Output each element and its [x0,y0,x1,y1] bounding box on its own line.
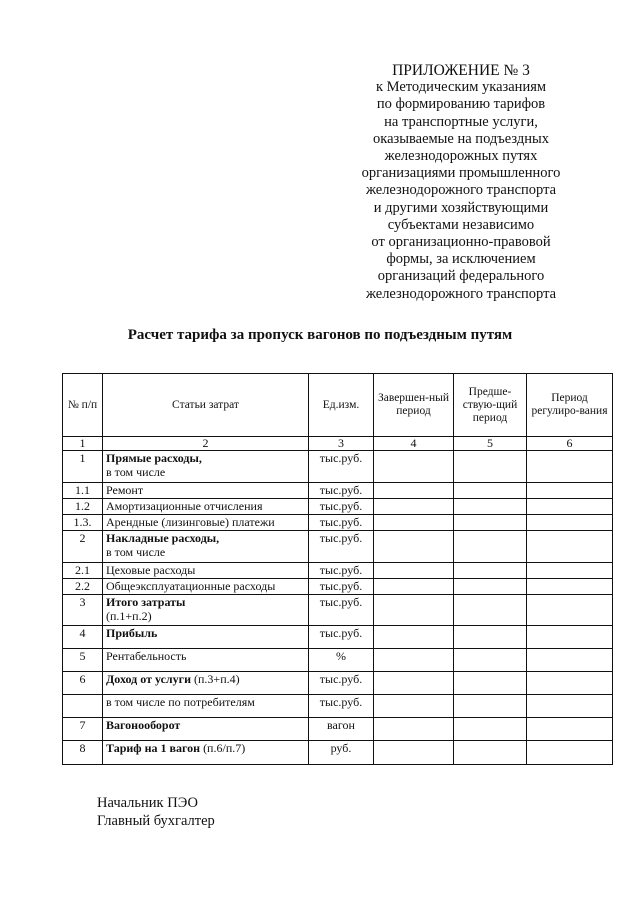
value-previous [454,741,527,765]
value-completed [374,579,454,595]
value-previous [454,672,527,695]
row-unit: тыс.руб. [309,451,374,483]
row-num: 7 [63,718,103,741]
document-title: Расчет тарифа за пропуск вагонов по подъездным путям [127,327,513,343]
row-unit: тыс.руб. [309,595,374,626]
row-name-text: Вагонооборот [106,718,181,732]
row-unit: % [309,649,374,672]
row-name [103,672,309,695]
appendix-line: железнодорожных путях [384,148,538,165]
table-row [63,672,613,695]
table-row [63,483,613,499]
appendix-line: формы, за исключением [386,251,536,268]
row-name-sub: (п.1+п.2) [106,609,152,623]
value-regulation [527,741,613,765]
row-name: Арендные (лизинговые) платежи [103,515,309,531]
table-row [63,515,613,531]
value-completed [374,563,454,579]
appendix-line: от организационно-правовой [371,234,551,251]
signature-chief-accountant: Главный бухгалтер [97,813,215,829]
row-name-text: Тариф на 1 вагон [106,741,201,755]
signature-block [97,794,215,830]
row-name-text: Прямые расходы, [106,451,202,465]
row-num: 2 [63,531,103,563]
row-name: в том числе по потребителям [103,695,309,718]
row-num: 1.1 [63,483,103,499]
value-previous [454,515,527,531]
row-num: 1.3. [63,515,103,531]
value-regulation [527,718,613,741]
value-completed [374,672,454,695]
value-completed [374,626,454,649]
header-previous-period: Предше-ствую-щий период [454,374,527,437]
column-number: 1 [63,437,103,451]
value-completed [374,695,454,718]
header-num: № п/п [63,374,103,437]
row-name [103,741,309,765]
header-regulation-period: Период регулиро-вания [527,374,613,437]
row-name-formula: (п.6/п.7) [200,741,246,755]
table-row [63,531,613,563]
row-num: 1.2 [63,499,103,515]
appendix-heading: ПРИЛОЖЕНИЕ № 3 [392,62,530,79]
column-number: 3 [309,437,374,451]
value-regulation [527,515,613,531]
value-previous [454,626,527,649]
row-num: 2.1 [63,563,103,579]
row-name-sub: в том числе [106,465,166,479]
value-regulation [527,672,613,695]
table-row [63,563,613,579]
column-number: 5 [454,437,527,451]
row-unit: тыс.руб. [309,695,374,718]
value-previous [454,695,527,718]
row-unit: вагон [309,718,374,741]
value-completed [374,451,454,483]
row-name [103,595,309,626]
row-unit: тыс.руб. [309,563,374,579]
value-previous [454,499,527,515]
appendix-line: и другими хозяйствующими [373,199,549,216]
value-previous [454,595,527,626]
value-regulation [527,626,613,649]
row-name [103,718,309,741]
row-name: Цеховые расходы [103,563,309,579]
table-row [63,626,613,649]
appendix-line: оказываемые на подъездных [373,130,549,147]
value-regulation [527,531,613,563]
table-row [63,741,613,765]
value-regulation [527,563,613,579]
row-unit: тыс.руб. [309,515,374,531]
table-row [63,649,613,672]
row-num: 8 [63,741,103,765]
row-name [103,626,309,649]
row-name: Рентабельность [103,649,309,672]
row-unit: тыс.руб. [309,499,374,515]
row-name [103,451,309,483]
value-completed [374,741,454,765]
value-regulation [527,579,613,595]
column-number: 4 [374,437,454,451]
row-unit: тыс.руб. [309,672,374,695]
value-regulation [527,695,613,718]
value-regulation [527,649,613,672]
value-regulation [527,451,613,483]
row-unit: тыс.руб. [309,531,374,563]
row-name-text: Итого затраты [106,595,186,609]
header-unit: Ед.изм. [309,374,374,437]
value-previous [454,718,527,741]
row-name [103,531,309,563]
column-number-row [63,437,613,451]
appendix-line: субъектами независимо [387,216,535,233]
appendix-header [330,62,592,303]
row-name: Амортизационные отчисления [103,499,309,515]
header-completed-period: Завершен-ный период [374,374,454,437]
appendix-line: организациями промышленного [361,165,561,182]
appendix-line: к Методическим указаниям [375,79,547,96]
value-regulation [527,483,613,499]
row-name-text: Накладные расходы, [106,531,220,545]
row-num: 1 [63,451,103,483]
row-name: Ремонт [103,483,309,499]
value-completed [374,483,454,499]
column-number: 6 [527,437,613,451]
row-unit: тыс.руб. [309,626,374,649]
row-name-sub: в том числе [106,545,166,559]
value-completed [374,595,454,626]
value-previous [454,451,527,483]
header-item: Статьи затрат [103,374,309,437]
table-row [63,718,613,741]
row-unit: руб. [309,741,374,765]
value-previous [454,563,527,579]
row-num: 6 [63,672,103,695]
appendix-line: железнодорожного транспорта [365,182,557,199]
row-num: 5 [63,649,103,672]
appendix-line: железнодорожного транспорта [365,285,557,302]
row-name-formula: (п.3+п.4) [191,672,240,686]
value-completed [374,718,454,741]
tariff-table [62,373,613,765]
row-num [63,695,103,718]
table-row [63,695,613,718]
column-number: 2 [103,437,309,451]
value-previous [454,483,527,499]
table-header-row [63,374,613,437]
appendix-line: на транспортные услуги, [384,113,538,130]
row-unit: тыс.руб. [309,483,374,499]
value-previous [454,579,527,595]
appendix-line: по формированию тарифов [376,96,546,113]
value-regulation [527,499,613,515]
appendix-line: организаций федерального [377,268,545,285]
value-completed [374,531,454,563]
table-row [63,499,613,515]
value-previous [454,531,527,563]
table-row [63,595,613,626]
value-previous [454,649,527,672]
table-row [63,451,613,483]
row-num: 2.2 [63,579,103,595]
row-num: 4 [63,626,103,649]
value-completed [374,499,454,515]
row-unit: тыс.руб. [309,579,374,595]
row-num: 3 [63,595,103,626]
value-completed [374,515,454,531]
row-name-text: Доход от услуги [106,672,192,686]
value-regulation [527,595,613,626]
table-row [63,579,613,595]
signature-head-peo: Начальник ПЭО [97,795,198,811]
value-completed [374,649,454,672]
row-name-text: Прибыль [106,626,158,640]
row-name: Общеэксплуатационные расходы [103,579,309,595]
